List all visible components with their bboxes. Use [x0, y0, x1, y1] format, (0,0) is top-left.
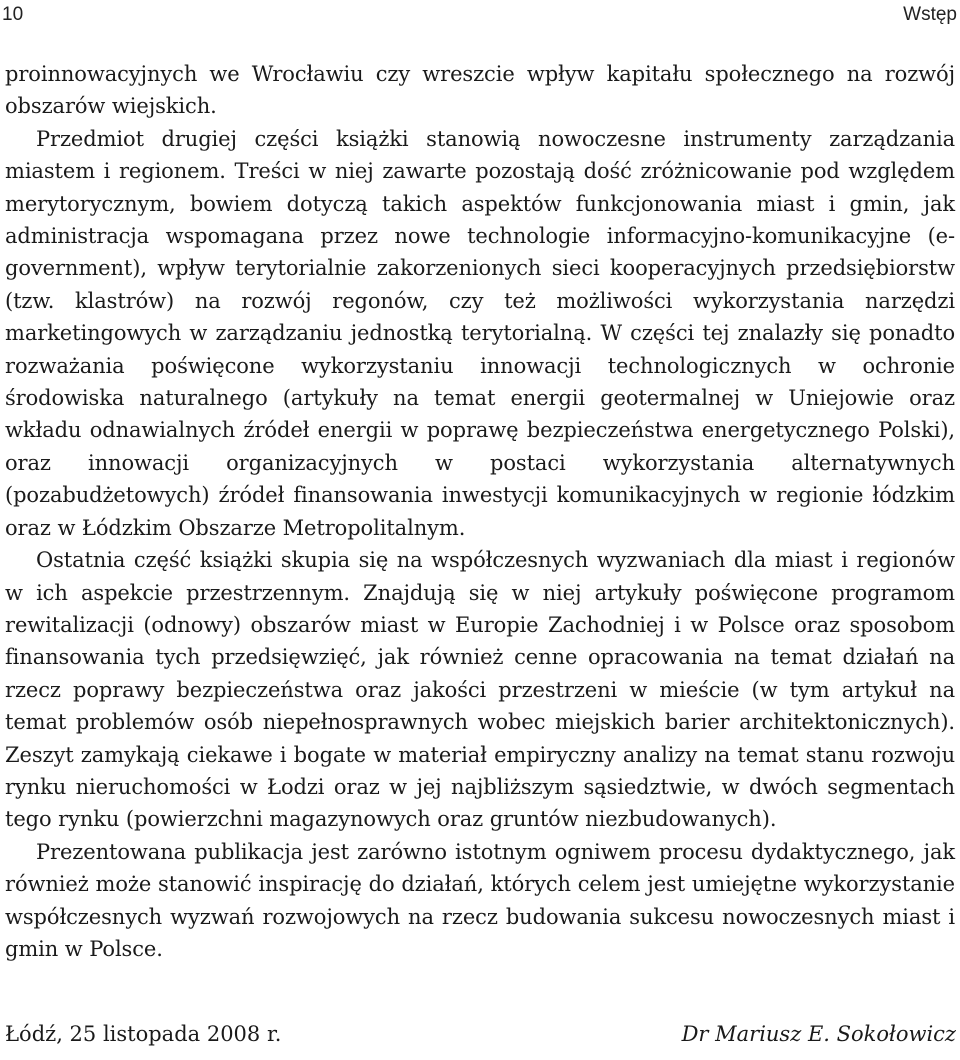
paragraph-3: Ostatnia część książki skupia się na współczesnych wyzwaniach dla miast i regionów w ich aspekcie przestrzennym. Znajdują się w niej artykuły poświęcone programom rewitalizacji (odnowy) obszarów miast w Europie Zachodniej i w Polsce oraz sposobom finansowania tych przedsięwzięć, jak również cenne opracowania na temat działań na rzecz poprawy bezpieczeństwa oraz jakości przestrzeni w mieście (w tym artykuł na temat problemów osób niepełnosprawnych wobec miejskich barier architektonicznych). Zeszyt zamykają ciekawe i bogate w materiał empiryczny analizy na temat stanu rozwoju rynku nieruchomości w Łodzi oraz w jej najbliższym sąsiedztwie, w dwóch segmentach tego rynku (powierzchni magazynowych oraz gruntów niezbudowanych). [5, 548, 955, 832]
running-title: Wstęp [903, 4, 957, 25]
paragraph-1: proinnowacyjnych we Wrocławiu czy wreszcie wpływ kapitału społecznego na rozwój obszarów wiejskich. [5, 62, 955, 119]
body-text [5, 58, 955, 965]
page-number: 10 [2, 4, 24, 25]
page-header [0, 2, 960, 32]
signature-block [5, 1022, 956, 1054]
place-date: Łódź, 25 listopada 2008 r. [5, 1022, 282, 1046]
paragraph-2: Przedmiot drugiej części książki stanowią nowoczesne instrumenty zarządzania miastem i regionem. Treści w niej zawarte pozostają dość zróżnicowanie pod względem merytorycznym, bowiem dotyczą takich aspektów funkcjonowania miast i gmin, jak administracja wspomagana przez nowe technologie informacyjno-komunikacyjne (e-government), wpływ terytorialnie zakorzenionych sieci kooperacyjnych przedsiębiorstw (tzw. klastrów) na rozwój regonów, czy też możliwości wykorzystania narzędzi marketingowych w zarządzaniu jednostką terytorialną. W części tej znalazły się ponadto rozważania poświęcone wykorzystaniu innowacji technologicznych w ochronie środowiska naturalnego (artykuły na temat energii geotermalnej w Uniejowie oraz wkładu odnawialnych źródeł energii w poprawę bezpieczeństwa energetycznego Polski), oraz innowacji organizacyjnych w postaci wykorzystania alternatywnych (pozabudżetowych) źródeł finansowania inwestycji komunikacyjnych w regionie łódzkim oraz w Łódzkim Obszarze Metropolitalnym. [5, 126, 955, 540]
author-name: Dr Mariusz E. Sokołowicz [681, 1022, 956, 1046]
paragraph-4: Prezentowana publikacja jest zarówno istotnym ogniwem procesu dydaktycznego, jak również może stanowić inspirację do działań, których celem jest umiejętne wykorzystanie współczesnych wyzwań rozwojowych na rzecz budowania sukcesu nowoczesnych miast i gmin w Polsce. [5, 839, 955, 961]
